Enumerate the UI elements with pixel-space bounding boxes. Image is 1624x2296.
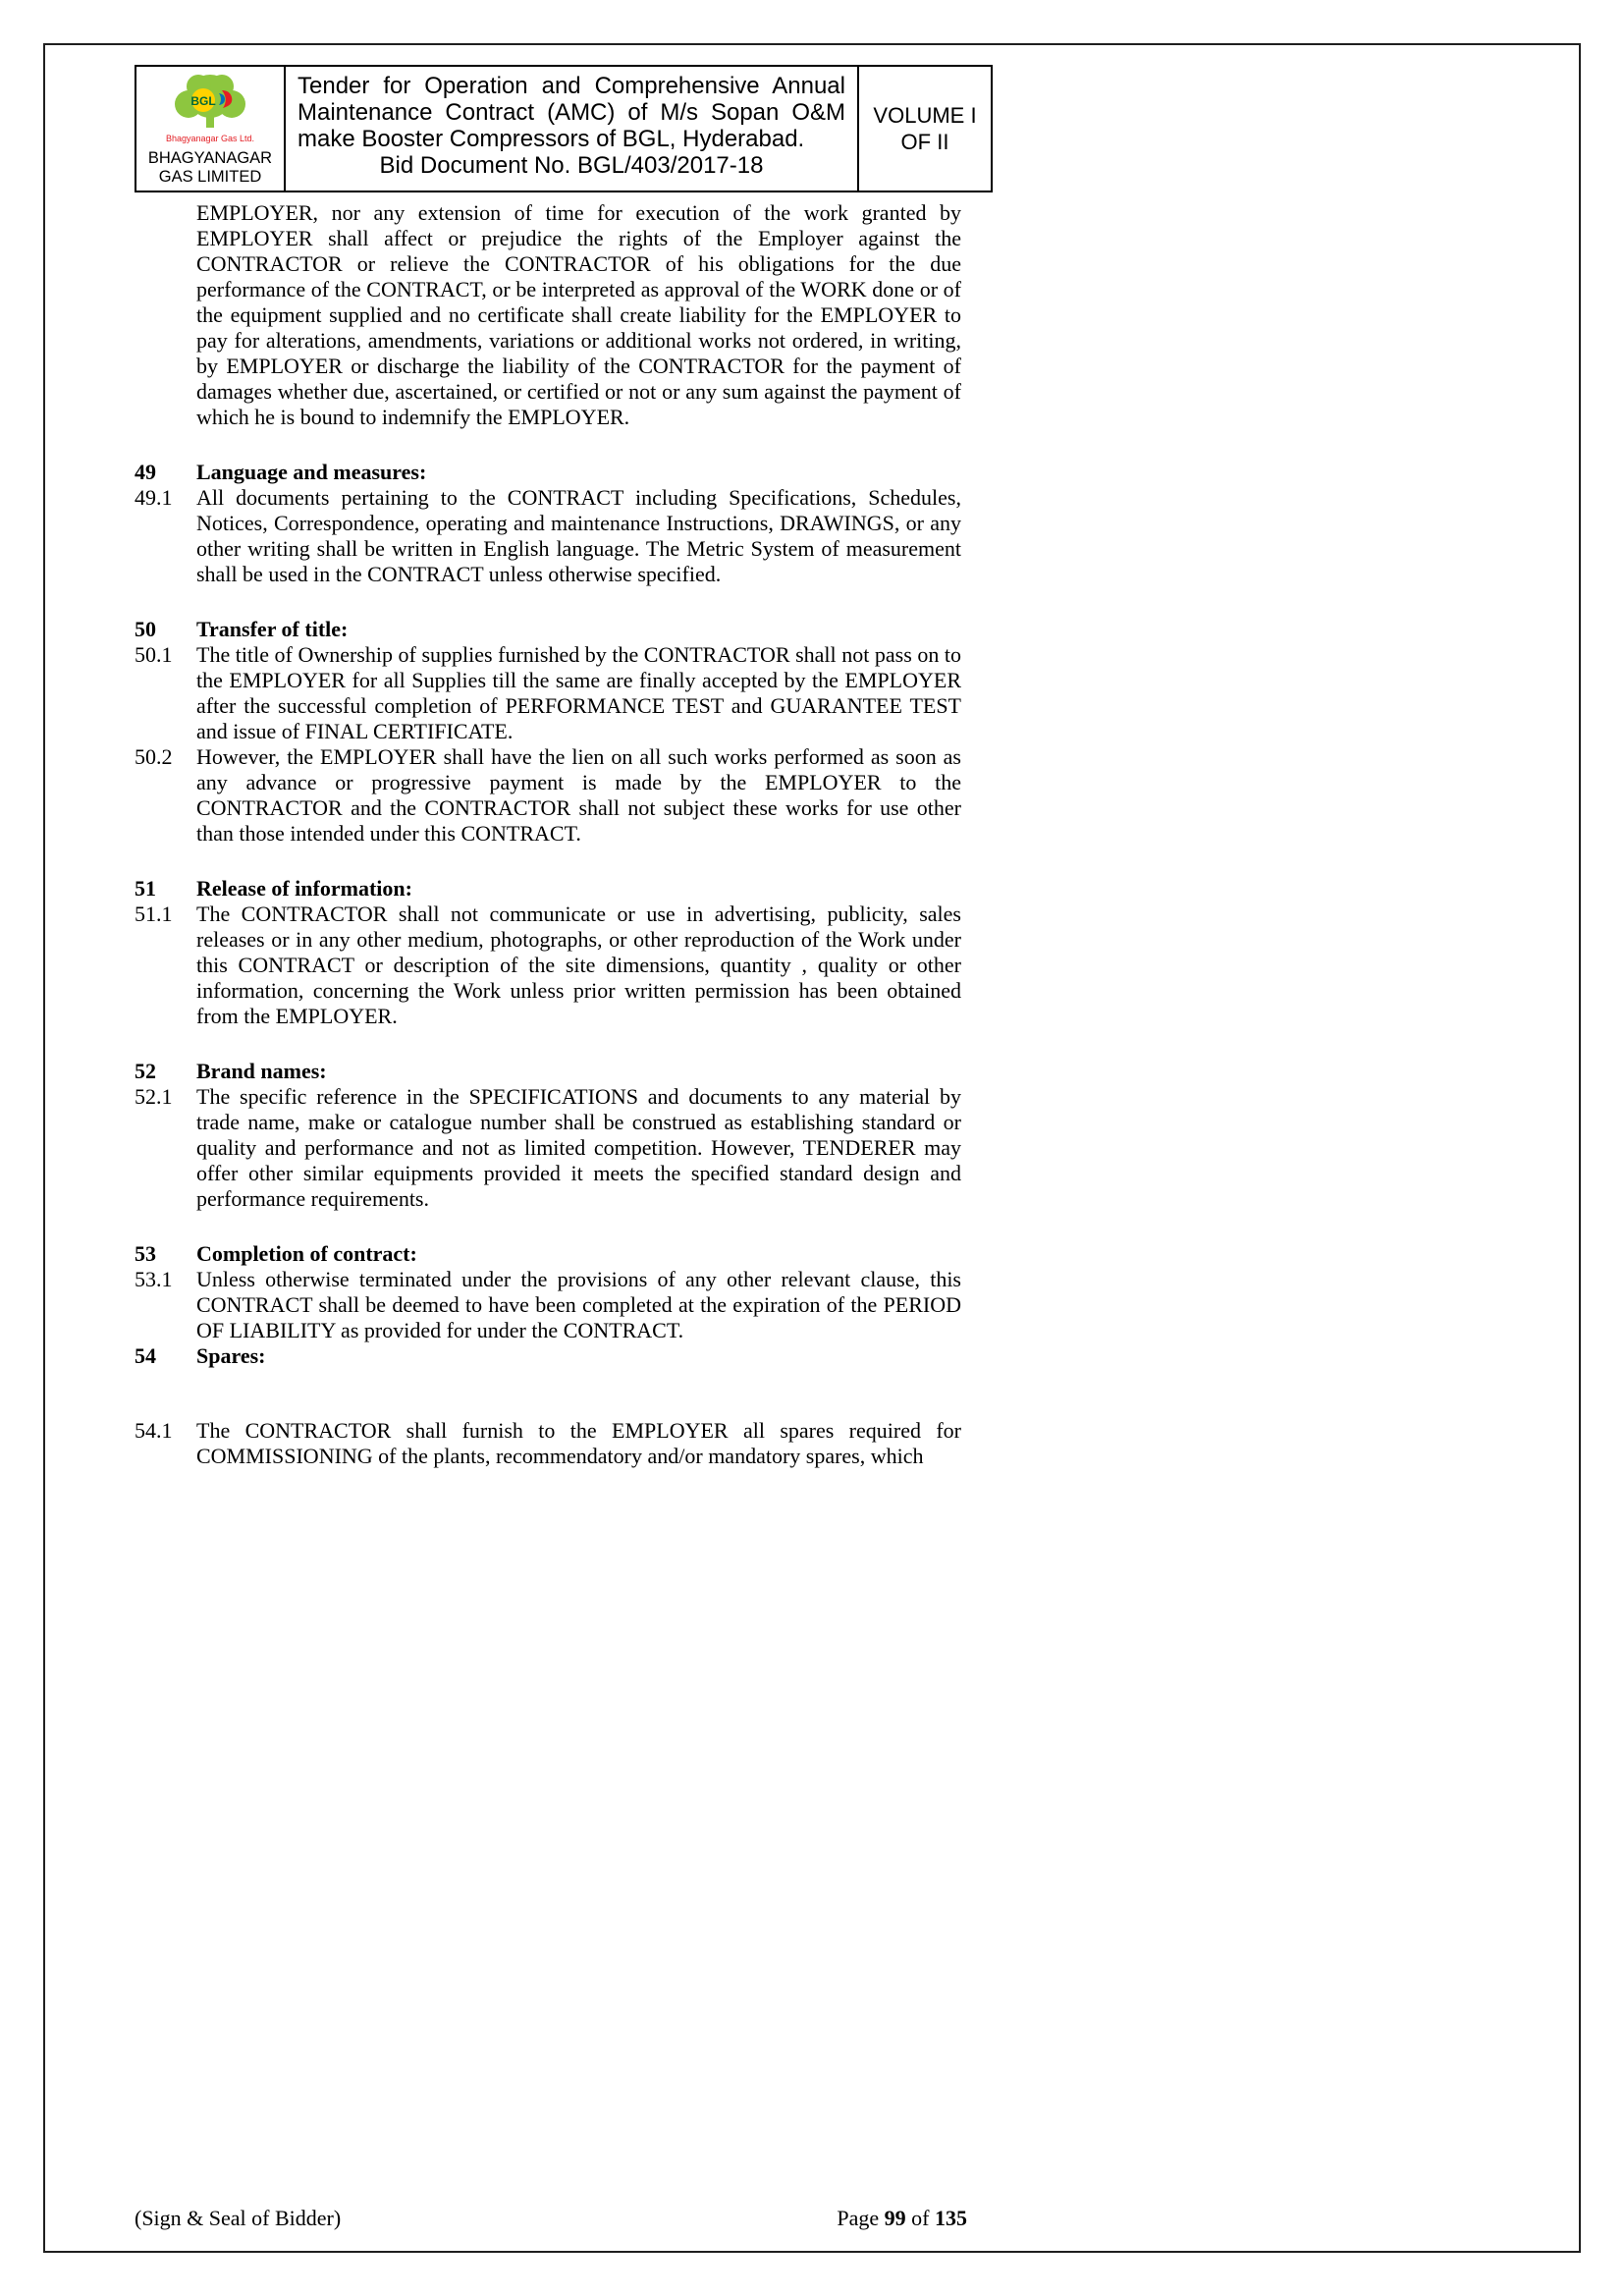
clause-number: 50.1 [135,642,173,667]
volume-line1: VOLUME I [873,103,977,128]
clause-text: The CONTRACTOR shall furnish to the EMPLOYER all spares required for COMMISSIONING of the plants, recommendatory and/or mandatory spares, which [196,1418,961,1468]
logo-caption: Bhagyanagar Gas Ltd. [165,134,255,143]
section-heading-row [135,460,961,485]
section-54 [135,1343,961,1469]
clause-row [135,485,961,587]
bid-document-number: Bid Document No. BGL/403/2017-18 [379,152,764,179]
clause-row [135,642,961,744]
section-49 [135,460,961,587]
page-number: 99 [884,2206,906,2230]
section-heading: Completion of contract: [196,1241,417,1266]
section-heading-row [135,876,961,902]
section-number: 49 [135,460,156,484]
section-heading-row [135,1343,961,1369]
section-number: 50 [135,617,156,641]
section-heading-row [135,1241,961,1267]
title-cell [284,67,857,191]
section-heading: Transfer of title: [196,617,349,641]
clause-number: 54.1 [135,1418,173,1443]
section-number: 52 [135,1059,156,1083]
header-table [135,65,993,192]
section-number: 51 [135,876,156,901]
clause-row [135,1418,961,1469]
clause-number: 50.2 [135,744,173,769]
logo-cell [136,67,284,191]
continuation-paragraph: EMPLOYER, nor any extension of time for execution of the work granted by EMPLOYER shall affect or prejudice the rights of the Employer against the CONTRACTOR or relieve the CONTRACTOR of his obligations for the due performance of the CONTRACT, or be interpreted as approval of the WORK done or of the equipment supplied and no certificate shall create liability for the EMPLOYER to pay for alterations, amendments, variations or additional works not ordered, in writing, by EMPLOYER or discharge the liability of the CONTRACTOR for the payment of damages whether due, ascertained, or certified or not or any sum against the payment of which he is bound to indemnify the EMPLOYER. [196,200,961,429]
page-label: Page [837,2206,880,2230]
section-number: 54 [135,1343,156,1368]
clause-row [135,1084,961,1212]
clause-text: However, the EMPLOYER shall have the lien on all such works performed as soon as any advance or progressive payment is made by the EMPLOYER to the CONTRACTOR and the CONTRACTOR shall not subject these works for use other than those intended under this CONTRACT. [196,744,961,846]
document-title: Tender for Operation and Comprehensive Annual Maintenance Contract (AMC) of M/s Sopan O&M make Booster Compressors of BGL, Hyderabad. [298,73,845,152]
clause-row [135,1267,961,1343]
clause-number: 52.1 [135,1084,173,1109]
section-50 [135,617,961,847]
bgl-logo-icon [159,71,261,147]
section-heading: Spares: [196,1343,266,1368]
section-heading-row [135,617,961,642]
page-footer [135,2206,967,2231]
clause-text: Unless otherwise terminated under the provisions of any other relevant clause, this CONTRACT shall be deemed to have been completed at the expiration of the PERIOD OF LIABILITY as provided for under the CONTRACT. [196,1267,961,1342]
section-heading-row [135,1059,961,1084]
clause-text: The title of Ownership of supplies furnished by the CONTRACTOR shall not pass on to the EMPLOYER for all Supplies till the same are finally accepted by the EMPLOYER after the successful completion of PERFORMANCE TEST and GUARANTEE TEST and issue of FINAL CERTIFICATE. [196,642,961,743]
page-info [837,2206,967,2231]
logo-monogram: BGL [190,94,216,108]
clause-text: The specific reference in the SPECIFICATIONS and documents to any material by trade name, make or catalogue number shall be construed as establishing standard or quality and performance and not as limited competition. However, TENDERER may offer other similar equipments provided it meets the specified standard design and performance requirements. [196,1084,961,1211]
section-heading: Language and measures: [196,460,427,484]
clause-text: The CONTRACTOR shall not communicate or use in advertising, publicity, sales releases or in any other medium, photographs, or other reproduction of the Work under this CONTRACT or description of the site dimensions, quantity , quality or other information, concerning the Work unless prior written permission has been obtained from the EMPLOYER. [196,902,961,1028]
clause-row [135,744,961,847]
volume-line2: OF II [900,130,949,154]
section-53 [135,1241,961,1343]
page-total: 135 [935,2206,967,2230]
document-body [135,200,961,1469]
clause-number: 49.1 [135,485,173,510]
section-heading: Release of information: [196,876,412,901]
section-heading: Brand names: [196,1059,327,1083]
clause-number: 51.1 [135,902,173,926]
sign-seal-label: (Sign & Seal of Bidder) [135,2206,342,2230]
volume-cell [857,67,991,191]
clause-text: All documents pertaining to the CONTRACT including Specifications, Schedules, Notices, Correspondence, operating and maintenance Instructions, DRAWINGS, or any other writing shall be written in English language. The Metric System of measurement shall be used in the CONTRACT unless otherwise specified. [196,485,961,586]
section-51 [135,876,961,1029]
section-52 [135,1059,961,1212]
clause-number: 53.1 [135,1267,173,1291]
org-name: BHAGYANAGAR GAS LIMITED [147,149,273,186]
section-number: 53 [135,1241,156,1266]
of-label: of [911,2206,930,2230]
clause-row [135,902,961,1029]
